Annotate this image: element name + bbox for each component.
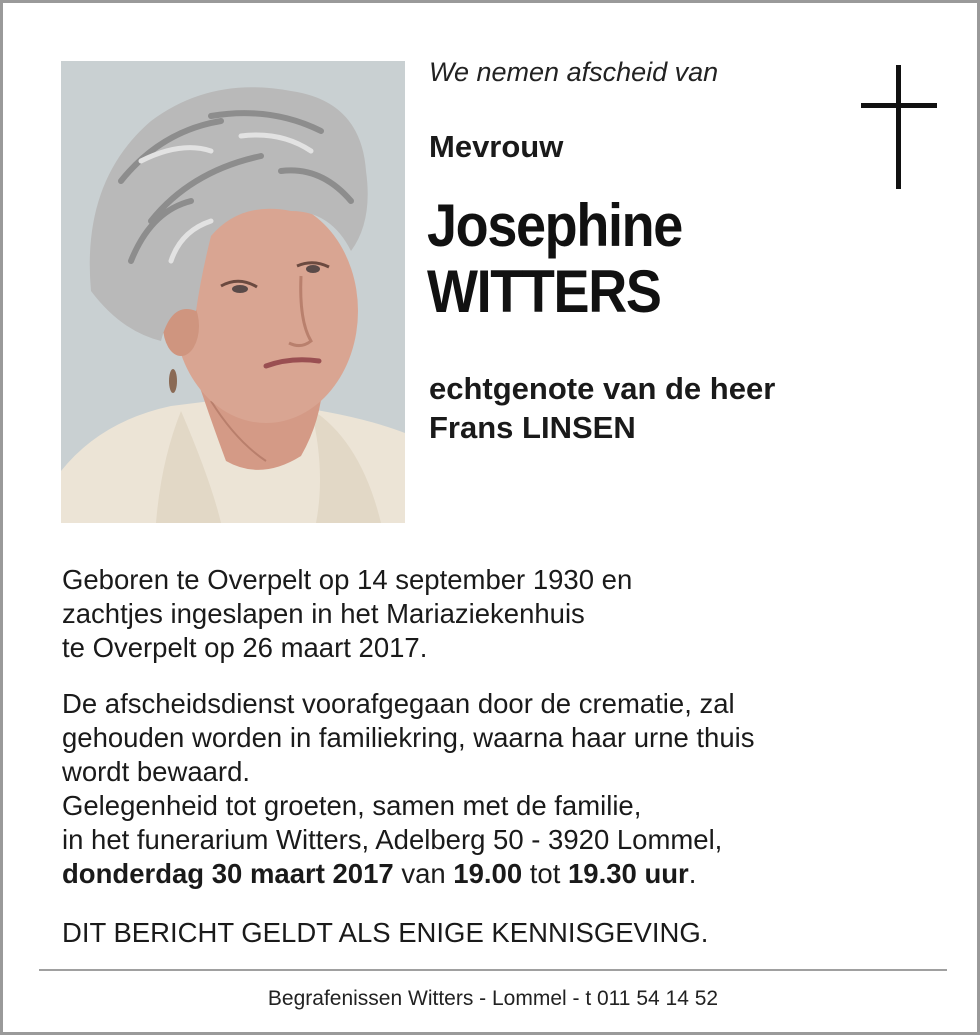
- visitation-date-line: [62, 857, 755, 891]
- first-name: Josephine: [427, 192, 682, 259]
- intro-line: We nemen afscheid van: [429, 57, 719, 87]
- visitation-day: donderdag 30 maart 2017: [62, 858, 394, 889]
- from-word: van: [401, 858, 446, 889]
- service-line: in het funerarium Witters, Adelberg 50 - 3920 Lommel,: [62, 824, 723, 855]
- to-word: tot: [529, 858, 561, 889]
- birth-line: te Overpelt op 26 maart 2017.: [62, 632, 428, 663]
- portrait-photo: [61, 61, 405, 523]
- end-time: 19.30 uur: [567, 858, 689, 889]
- period: .: [688, 858, 697, 889]
- last-name: WITTERS: [427, 258, 661, 325]
- closing-notice: DIT BERICHT GELDT ALS ENIGE KENNISGEVING.: [62, 917, 709, 948]
- service-line: gehouden worden in familiekring, waarna haar urne thuis: [62, 722, 755, 753]
- footer-divider: [39, 969, 947, 971]
- honorific-title: Mevrouw: [429, 129, 564, 164]
- start-time: 19.00: [453, 858, 523, 889]
- spouse-block: [429, 369, 775, 447]
- birth-line: zachtjes ingeslapen in het Mariaziekenhuis: [62, 598, 585, 629]
- spouse-line-1: echtgenote van de heer: [429, 371, 776, 406]
- service-line: wordt bewaard.: [62, 756, 251, 787]
- birth-paragraph: [62, 563, 632, 665]
- spouse-name: Frans LINSEN: [429, 410, 636, 445]
- birth-line: Geboren te Overpelt op 14 september 1930 en: [62, 564, 633, 595]
- service-line: De afscheidsdienst voorafgegaan door de crematie, zal: [62, 688, 735, 719]
- service-paragraph: [62, 687, 755, 891]
- service-line: Gelegenheid tot groeten, samen met de familie,: [62, 790, 642, 821]
- cross-icon: [861, 65, 937, 189]
- funeral-home-footer: Begrafenissen Witters - Lommel - t 011 54 14 52: [267, 987, 719, 1010]
